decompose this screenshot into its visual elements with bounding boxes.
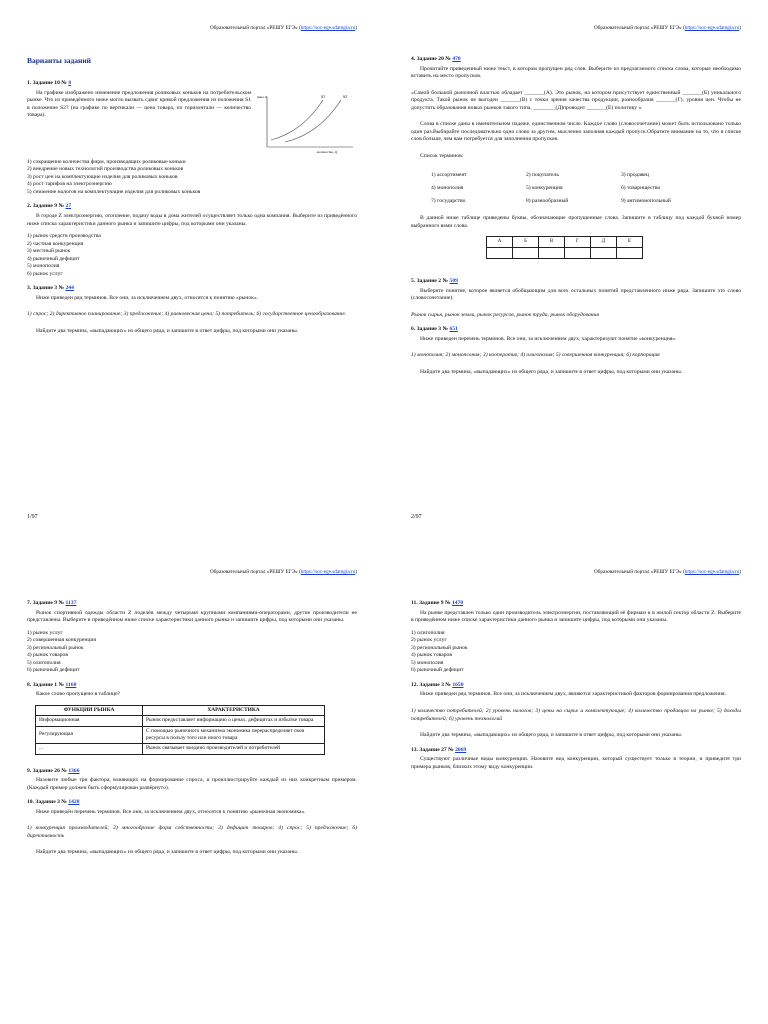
list-item: 1) сокращение количества фирм, производящих роликовые коньки	[27, 158, 186, 165]
task-12	[411, 682, 741, 740]
portal-link[interactable]: https://soc-ege.sdamgia.ru	[684, 25, 740, 31]
page-4	[384, 512, 768, 1024]
header-text: Образовательный портал «РЕШУ ЕГЭ» (	[593, 25, 685, 31]
terms-list: 1) количество потребителей; 2) уровень налогов; 3) цены на сырье и комплектующие; 4) количество продавцов на рынке; 5) доходы потребителей; 6) уровень технологий	[411, 708, 741, 722]
list-item: 2) частная конкуренция	[27, 240, 84, 247]
task-number-link[interactable]: 1366	[68, 767, 80, 774]
answer-cell[interactable]	[487, 248, 513, 259]
portal-link[interactable]: https://soc-ege.sdamgia.ru	[300, 25, 356, 31]
list-item: 3) местный рынок	[27, 248, 71, 255]
list-item: 3) продавец	[621, 172, 649, 179]
page-heading: Варианты заданий	[27, 56, 92, 65]
page-header	[594, 569, 741, 576]
task-number-link[interactable]: 27	[65, 203, 72, 210]
task-7	[27, 600, 357, 675]
task-4	[411, 56, 741, 259]
task-text: Существуют различные виды конкуренции. Назовите вид конкуренции, который существует только в теории, и приведите три примера рынков, близких этому виду конкуренции.	[411, 756, 741, 770]
table-header: ФУНКЦИИ РЫНКА	[36, 706, 143, 716]
list-item: 4) монополия	[431, 185, 464, 192]
list-item: 3) региональный рынок	[27, 644, 84, 651]
s1-label: S1	[321, 94, 326, 99]
task-label: 13. Задание 27 №	[411, 746, 456, 753]
list-item: 4) рынок товаров	[411, 652, 452, 659]
list-item: 7) государство	[431, 197, 466, 204]
task-number-link[interactable]: 1137	[65, 600, 77, 606]
task-number-link[interactable]: 470	[452, 56, 461, 62]
list-item: 6) рыночный дефицит	[27, 667, 80, 674]
task-1	[27, 80, 357, 196]
table-cell: Информационная	[36, 716, 143, 726]
page-number: 1/97	[27, 514, 38, 520]
task-title	[411, 326, 741, 334]
task-text: Ниже приведен перечень терминов. Все они, за исключением двух, характеризуют понятие «конкуренция».	[420, 335, 677, 342]
task-13	[411, 747, 741, 772]
answer-table	[486, 236, 643, 259]
task-number-link[interactable]: 1470	[452, 600, 464, 606]
options-list	[27, 159, 357, 197]
task-title	[27, 285, 357, 293]
task-label: 1. Задание 10 №	[27, 80, 69, 87]
task-label: 12. Задание 3 №	[411, 681, 453, 688]
list-item: 5) конкуренция	[526, 185, 563, 192]
task-text: На рынке представлен только один производитель электроэнергии, поставляющий её фирмам и в жилой сектор области Z. Выберите в приведённом ниже списке характеристики данного рынка и запишите цифры, под которыми они указаны.	[411, 609, 741, 624]
task-title	[411, 278, 741, 286]
task-title	[27, 80, 357, 88]
terms-list: 1) спрос; 2) директивное планирование; 3) предложение; 4) равновесная цена; 5) потребитель; 6) государственное ценообразование.	[27, 311, 347, 318]
page-header	[210, 569, 357, 576]
header-suffix: )	[739, 569, 741, 575]
task-number-link[interactable]: 1428	[68, 799, 80, 806]
task-6	[411, 326, 741, 376]
task-words-note: Слова в списке даны в именительном падеже, единственном числе. Каждое слово (словосочетание) может быть использовано только один раз.Выбирайте последовательно одно слово за другим, мысленно заполняя каждый пропуск.Обратите внимание на то, что в списке слов больше, чем вам потребуется для заполнения пропусков.	[411, 121, 741, 143]
task-label: 7. Задание 9 №	[27, 600, 66, 606]
task-number-link[interactable]: 509	[449, 278, 458, 285]
task-label: 5. Задание 2 №	[411, 278, 450, 285]
task-title	[27, 768, 357, 776]
list-item: 3) региональный рынок	[411, 644, 468, 651]
list-item: 5) снижение налогов на комплектующие изделия для роликовых коньков	[27, 188, 201, 195]
market-functions-table	[35, 705, 325, 754]
answer-cell[interactable]	[565, 248, 591, 259]
task-label: 8. Задание 1 №	[27, 681, 66, 688]
task-text: Ниже приведен ряд терминов. Все они, за исключением двух, являются характеристикой факторов формирования предложения.	[420, 691, 726, 698]
terms-list: 1) монополия; 2) монопсония; 3) кооператив; 4) олигополия; 5) совершенная конкуренция; 6) корпорация	[411, 352, 660, 359]
task-intro: Прочитайте приведенный ниже текст, в котором пропущен ряд слов. Выберите из предлагаемого списка слова, которые необходимо вставить на место пропусков.	[411, 65, 741, 80]
task-8	[27, 682, 357, 755]
header-text: Образовательный портал «РЕШУ ЕГЭ» (	[209, 569, 301, 575]
answer-cell[interactable]	[591, 248, 617, 259]
task-label: 4. Задание 20 №	[411, 56, 453, 62]
task-label: 2. Задание 9 №	[27, 203, 66, 210]
table-cell: Рынок связывает воедино производителей и потребителей	[143, 744, 325, 754]
task-text: Рынок спортивной одежды области Z поделён между четырьмя крупными компаниями-операторами, другие производители не представлены. Выберите в приведённом ниже списке характеристики данного рынка и запишите цифры, под которыми они указаны.	[27, 609, 357, 624]
task-3	[27, 285, 357, 335]
task-5	[411, 278, 741, 319]
page-3	[0, 512, 384, 1024]
terms-list: Рынок сырья, рынок земли, рынок ресурсов, рынок труда, рынок оборудования	[411, 311, 599, 318]
letter-cell: Е	[617, 237, 643, 248]
page-1	[0, 0, 384, 520]
list-item: 5) монополия	[411, 659, 444, 666]
list-item: 1) ассортимент	[431, 172, 467, 179]
table-header: ХАРАКТЕРИСТИКА	[143, 706, 325, 716]
list-item: 2) внедрение новых технологий производства роликовых коньков	[27, 166, 184, 173]
letter-cell: Г	[565, 237, 591, 248]
list-item: 2) рынок услуг	[411, 637, 447, 644]
task-instruction: Найдите два термина, «выпадающих» из общего ряда, и запишите в ответ цифры, под которыми они указаны.	[36, 849, 299, 856]
task-title	[27, 799, 357, 807]
task-label: 10. Задание 3 №	[27, 799, 69, 806]
table-cell: С помощью рыночного механизма экономика перераспределяет свои ресурсы в пользу того или иного товара	[143, 726, 325, 744]
task-11	[411, 600, 741, 675]
table-row	[36, 716, 325, 726]
list-item: 4) рынок товаров	[27, 652, 68, 659]
list-item: 5) олигополия	[27, 659, 61, 666]
list-item: 1) олигополия	[411, 629, 445, 636]
list-item: 9) антимонопольный	[621, 197, 671, 204]
task-label: 11. Задание 9 №	[411, 600, 452, 606]
terms-list: 1) конкуренция производителей; 2) многообразие форм собственности; 3) дефицит товаров; 4) спрос; 5) предложение; 6) директивность	[27, 825, 357, 839]
task-label: 3. Задание 3 №	[27, 285, 66, 292]
list-item: 6) рынок услуг	[27, 270, 63, 277]
task-text: Какое слово пропущено в таблице?	[36, 691, 121, 698]
graph-ylabel: цена, P	[257, 94, 268, 99]
task-text: Назовите любые три фактора, влияющих на формирование спроса, и проиллюстрируйте каждый из них конкретным примером. (Каждый пример должен быть сформулирован развёрнуто).	[27, 777, 357, 791]
header-suffix: )	[355, 569, 357, 575]
options-list	[27, 630, 357, 675]
answer-cell[interactable]	[617, 248, 643, 259]
task-title	[411, 56, 741, 64]
list-item: 4) рост тарифов на электроэнергию	[27, 181, 112, 188]
letter-cell: В	[539, 237, 565, 248]
list-item: 2) покупатель	[526, 172, 559, 179]
header-suffix: )	[739, 25, 741, 31]
header-text: Образовательный портал «РЕШУ ЕГЭ» (	[209, 25, 301, 31]
list-item: 6) рыночный дефицит	[411, 667, 464, 674]
task-number-link[interactable]: 8	[68, 80, 72, 87]
task-number-link[interactable]: 1168	[65, 681, 77, 688]
s2-label: S2	[343, 94, 348, 99]
letter-cell: А	[487, 237, 513, 248]
task-instruction: Найдите два термина, «выпадающих» из общего ряда, и запишите в ответ цифры, под которыми они указаны.	[36, 327, 299, 334]
task-9	[27, 768, 357, 793]
task-text: «Самой большой рыночной властью обладает _______(А). Это рынок, на котором присутствует единственный _______(Б) уникального продукта. Такой рынок не выгоден _______(В) с точки зрения качества продукции, разнообразия _______(Г), уровня цен. Чтобы не допустить образования новых рынков такого типа, ________(Д)проводит _______(Е) политику ».	[411, 89, 741, 111]
task-number-link[interactable]: 244	[65, 285, 74, 292]
s2-curve	[285, 100, 341, 142]
list-item: 4) рыночный дефицит	[27, 255, 80, 262]
list-item: 8) разнообразный	[526, 197, 569, 204]
task-instruction: Найдите два термина, «выпадающих» из общего ряда, и запишите в ответ цифры, под которыми они указаны.	[420, 732, 683, 739]
task-number-link[interactable]: 651	[449, 326, 458, 333]
page-header	[210, 25, 357, 32]
table-row	[36, 744, 325, 754]
task-text: На графике изображено изменение предложения роликовых коньков на потребительском рынке. Что из приведённого ниже могло вызвать сдвиг кривой предложения из положения S1 в положение S2? (на графике по вертикали — цена товара, по горизонтали — количество товара).	[27, 89, 251, 119]
terms-list-title: Список терминов:	[420, 152, 464, 159]
s1-curve	[271, 100, 323, 140]
task-label: 9. Задание 26 №	[27, 767, 69, 774]
letter-cell: Б	[513, 237, 539, 248]
list-item: 1) рынок услуг	[27, 629, 63, 636]
task-label: 6. Задание 3 №	[411, 326, 450, 333]
list-item: 2) совершенная конкуренция	[27, 637, 96, 644]
task-title	[411, 682, 741, 690]
table-instruction: В данной ниже таблице приведены буквы, обозначающие пропущенные слова. Запишите в таблицу под каждой буквой номер выбранного вами слова.	[411, 215, 741, 229]
page-2	[384, 0, 768, 520]
list-item: 5) монополия	[27, 263, 60, 270]
graph-xlabel: количество, Q	[317, 149, 338, 154]
task-number-link[interactable]: 1650	[452, 681, 464, 688]
page-number: 2/97	[411, 514, 422, 520]
letter-cell: Д	[591, 237, 617, 248]
options-list	[411, 630, 741, 675]
page-header	[594, 25, 741, 32]
table-cell: ...	[36, 744, 143, 754]
header-text: Образовательный портал «РЕШУ ЕГЭ» (	[593, 569, 685, 575]
table-cell: Регулирующая	[36, 726, 143, 744]
table-row	[36, 726, 325, 744]
task-title	[27, 682, 357, 690]
list-item: 1) рынок средств производства	[27, 233, 101, 240]
task-title	[27, 203, 357, 211]
task-title	[411, 747, 741, 755]
table-cell: Рынок предоставляет информацию о ценах, дефицитах и избытке товара	[143, 716, 325, 726]
portal-link[interactable]: https://soc-ege.sdamgia.ru	[684, 569, 740, 575]
header-suffix: )	[355, 25, 357, 31]
task-text: Выберите понятие, которое является обобщающим для всех остальных понятий представленного ниже ряда. Запишите это слово (словосочетание).	[411, 287, 741, 302]
task-title	[27, 600, 357, 608]
options-list	[27, 233, 357, 278]
task-text: Ниже приведён перечень терминов. Все они, за исключением двух, относятся к понятию «рыночная экономика».	[36, 808, 306, 815]
portal-link[interactable]: https://soc-ege.sdamgia.ru	[300, 569, 356, 575]
task-number-link[interactable]: 2069	[455, 746, 467, 753]
task-instruction: Найдите два термина, «выпадающих» из общего ряда, и запишите в ответ цифры, под которыми они указаны.	[420, 369, 683, 376]
task-title	[411, 600, 741, 608]
supply-graph	[257, 92, 357, 154]
task-text: В городе Z электроэнергию, отопление, подачу воды в дома жителей осуществляет только одна компания. Выберите из приведённого ниже списка характеристики данного рынка и запишите цифры, под которыми они указаны.	[27, 212, 357, 227]
task-2	[27, 203, 357, 278]
list-item: 3) рост цен на комплектующие изделия для роликовых коньков	[27, 173, 178, 180]
answer-cell[interactable]	[513, 248, 539, 259]
task-text: Ниже приведен ряд терминов. Все они, за исключением двух, относятся к понятию «рынок».	[36, 294, 259, 301]
terms-grid	[431, 172, 741, 205]
task-10	[27, 799, 357, 857]
list-item: 6) товарищество	[621, 185, 661, 192]
answer-cell[interactable]	[539, 248, 565, 259]
